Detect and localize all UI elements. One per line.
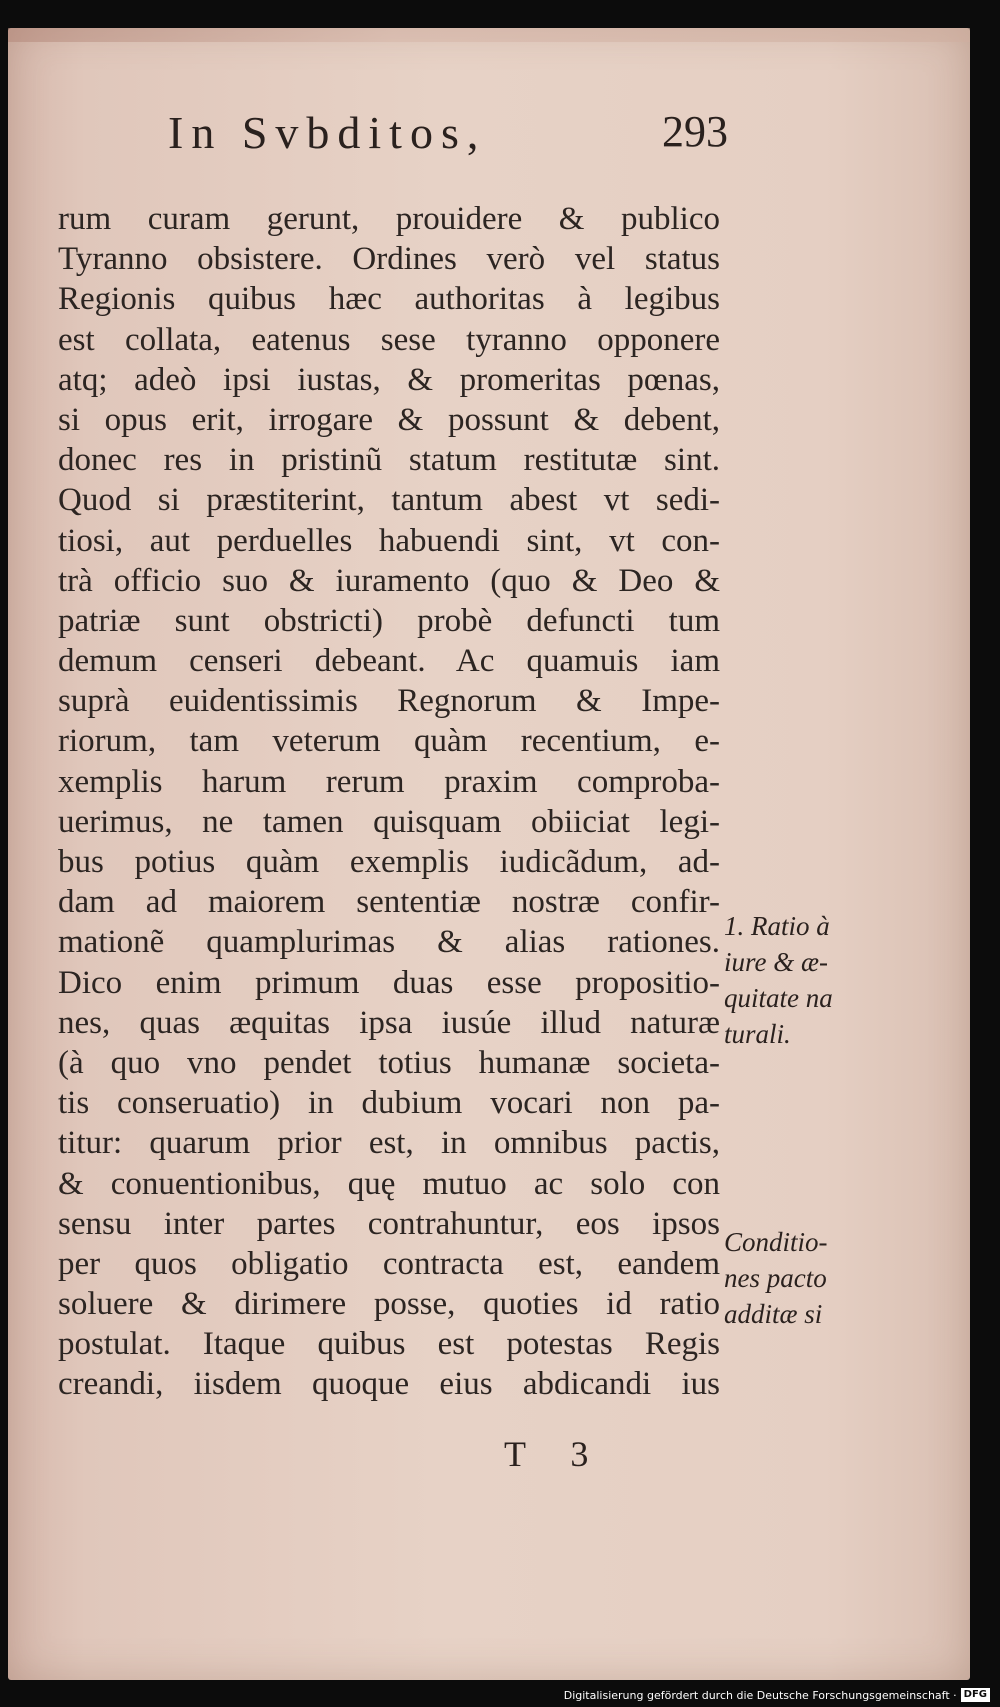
text-line: atq; adeò ipsi iustas, & promeritas pœnas, <box>58 361 720 398</box>
text-line: est collata, eatenus sese tyranno opponere <box>58 321 720 358</box>
digitization-credit <box>564 1686 990 1704</box>
margin-note-line: nes pacto <box>724 1263 827 1293</box>
text-line: Tyranno obsistere. Ordines verò vel status <box>58 241 720 278</box>
text-line: sensu inter partes contrahuntur, eos ipsos <box>58 1205 720 1242</box>
text-line: xemplis harum rerum praxim comproba- <box>58 763 720 800</box>
text-line: tis conseruatio) in dubium vocari non pa- <box>58 1085 720 1122</box>
margin-note-line: turali. <box>724 1019 791 1049</box>
running-title: In Svbditos, <box>168 107 487 158</box>
text-line: postulat. Itaque quibus est potestas Regis <box>58 1326 720 1363</box>
dfg-logo: DFG <box>961 1688 990 1702</box>
margin-note-conditiones <box>724 1224 874 1332</box>
text-line: & conuentionibus, quę mutuo ac solo con <box>58 1165 720 1202</box>
text-line: patriæ sunt obstricti) probè defuncti tum <box>58 602 720 639</box>
margin-note-line: additæ si <box>724 1299 823 1329</box>
credit-text: Digitalisierung gefördert durch die Deutsche Forschungsgemeinschaft · <box>563 1688 957 1702</box>
margin-note-line: Conditio- <box>724 1227 828 1257</box>
text-line: bus potius quàm exemplis iudicãdum, ad- <box>58 844 720 880</box>
margin-note-line: 1. Ratio à <box>724 911 830 941</box>
text-line: riorum, tam veterum quàm recentium, e- <box>58 723 720 760</box>
margin-note-line: iure & æ- <box>724 947 828 977</box>
text-line: per quos obligatio contracta est, eandem <box>58 1245 720 1282</box>
text-line: rum curam gerunt, prouidere & publico <box>58 201 720 237</box>
signature-mark: T 3 <box>504 1434 607 1474</box>
text-line: si opus erit, irrogare & possunt & debent, <box>58 401 720 438</box>
text-line: Quod si præstiterint, tantum abest vt sedi- <box>58 482 720 519</box>
text-line: tiosi, aut perduelles habuendi sint, vt con- <box>58 522 720 559</box>
page-edge <box>8 28 970 42</box>
text-line: Dico enim primum duas esse propositio- <box>58 964 720 1001</box>
text-line: donec res in pristinũ statum restitutæ sint. <box>58 442 720 479</box>
text-line: nes, quas æquitas ipsa iusúe illud naturæ <box>58 1004 720 1041</box>
text-line: suprà euidentissimis Regnorum & Impe- <box>58 683 720 720</box>
page-number: 293 <box>662 107 728 156</box>
text-line: dam ad maiorem sententiæ nostræ confir- <box>58 884 720 921</box>
text-line: mationẽ quamplurimas & alias rationes. <box>58 924 720 961</box>
margin-note-ratio <box>724 908 874 1052</box>
margin-note-line: quitate na <box>724 983 833 1013</box>
text-line: uerimus, ne tamen quisquam obiiciat legi- <box>58 803 720 840</box>
body-text <box>58 199 720 1405</box>
running-header <box>108 106 728 176</box>
text-line: Regionis quibus hæc authoritas à legibus <box>58 281 720 318</box>
text-line: demum censeri debeant. Ac quamuis iam <box>58 643 720 680</box>
text-line: trà officio suo & iuramento (quo & Deo & <box>58 562 720 599</box>
text-line: creandi, iisdem quoque eius abdicandi ius <box>58 1366 720 1403</box>
text-line: (à quo vno pendet totius humanæ societa- <box>58 1044 720 1081</box>
book-page <box>8 28 970 1680</box>
text-line: soluere & dirimere posse, quoties id ratio <box>58 1286 720 1323</box>
text-line: titur: quarum prior est, in omnibus pactis, <box>58 1125 720 1162</box>
